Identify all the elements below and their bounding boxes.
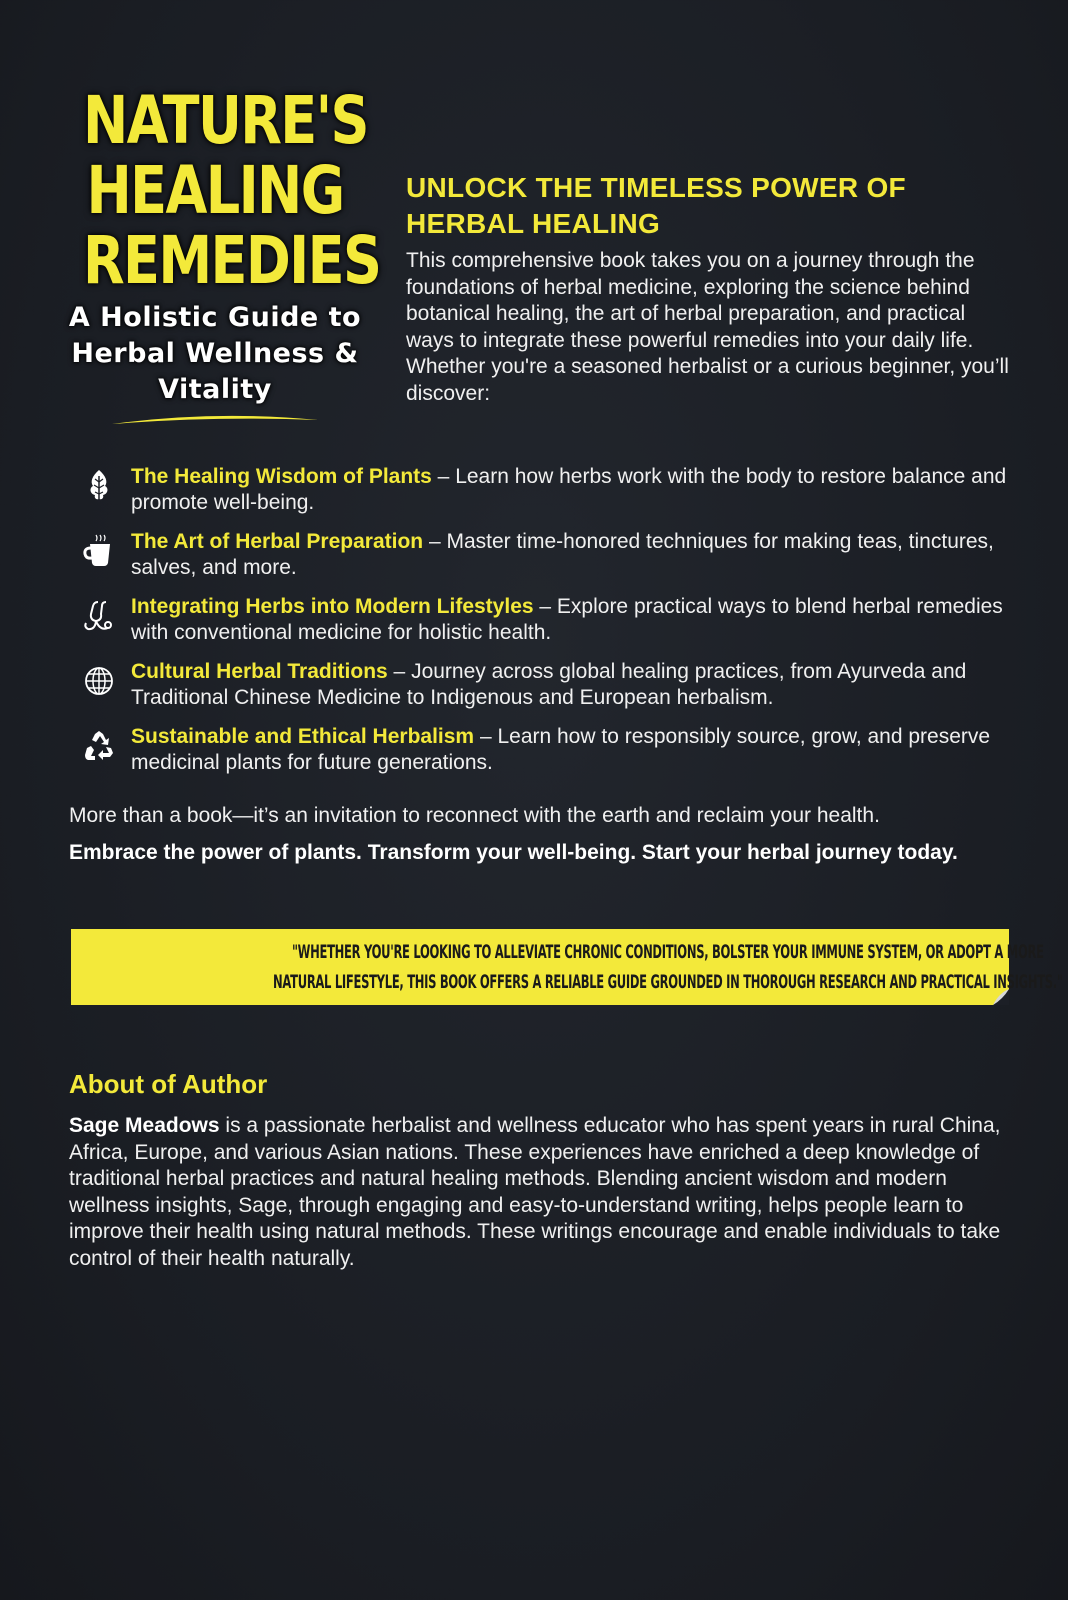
subtitle-line-1: A Holistic Guide to	[68, 302, 362, 333]
decorative-swoosh	[110, 412, 320, 426]
intro-heading-line-1: UNLOCK THE TIMELESS POWER OF	[406, 172, 906, 203]
about-author-heading: About of Author	[69, 1069, 268, 1099]
stethoscope-icon	[82, 598, 116, 634]
quote-line-1: "WHETHER YOU'RE LOOKING TO ALLEVIATE CHRONIC CONDITIONS, BOLSTER YOUR IMMUNE SYSTEM, OR ADOPT A MORE	[292, 941, 1045, 963]
feature-title: The Art of Herbal Preparation	[131, 530, 424, 553]
subtitle-line-3: Vitality	[158, 374, 272, 405]
book-title-line-3: REMEDIES	[82, 222, 381, 299]
quote-line-2: NATURAL LIFESTYLE, THIS BOOK OFFERS A RELIABLE GUIDE GROUNDED IN THOROUGH RESEARCH AND PRACTICAL INSIGHTS."	[273, 971, 1064, 993]
subtitle-line-2: Herbal Wellness &	[71, 338, 359, 369]
book-title-block	[54, 82, 381, 426]
feature-text: – Master time-honored techniques for making teas, tinctures, salves, and more.	[131, 530, 994, 579]
testimonial-quote	[82, 937, 1064, 997]
feature-item	[80, 464, 1020, 529]
feature-text: – Journey across global healing practices, from Ayurveda and Traditional Chinese Medicine to Indigenous and European herbalism.	[131, 660, 967, 709]
feature-item	[80, 659, 1020, 724]
feature-title: Sustainable and Ethical Herbalism	[131, 725, 475, 748]
feature-list	[80, 464, 1020, 789]
author-bio	[69, 1113, 1014, 1272]
book-subtitle	[54, 300, 376, 408]
feature-title: Integrating Herbs into Modern Lifestyles	[131, 595, 534, 618]
globe-icon	[82, 663, 116, 699]
feature-item	[80, 529, 1020, 594]
feature-title: Cultural Herbal Traditions	[131, 660, 388, 683]
book-title-line-2: HEALING	[86, 152, 344, 229]
intro-heading-line-2: HERBAL HEALING	[406, 208, 661, 239]
feature-item	[80, 594, 1020, 659]
author-bio-text: is a passionate herbalist and wellness educator who has spent years in rural China, Africa, Europe, and various Asian nations. These experiences have enriched a deep knowledge of traditional herbal practices and natural healing methods. Blending ancient wisdom and modern wellness insights, Sage, through engaging and easy-to-understand writing, helps people learn to improve their health using natural methods. These writings encourage and enable individuals to take control of their health naturally.	[69, 1114, 1001, 1270]
author-name: Sage Meadows	[69, 1114, 220, 1137]
feature-item	[80, 724, 1020, 789]
recycle-icon	[82, 728, 116, 764]
feature-title: The Healing Wisdom of Plants	[131, 465, 432, 488]
intro-paragraph: This comprehensive book takes you on a journey through the foundations of herbal medicine, exploring the science behind botanical healing, the art of herbal preparation, and practical ways to integrate these powerful remedies into your daily life. Whether you're a seasoned herbalist or a curious beginner, you’ll discover:	[406, 249, 1009, 405]
call-to-action: Embrace the power of plants. Transform your well-being. Start your herbal journey today.	[69, 841, 958, 864]
leaf-icon	[82, 468, 116, 504]
intro-heading	[406, 170, 1011, 242]
testimonial-quote-box	[71, 929, 1064, 1005]
intro-section	[406, 170, 1011, 407]
feature-text: – Learn how herbs work with the body to restore balance and promote well-being.	[131, 465, 1007, 514]
teacup-icon	[82, 533, 116, 569]
page-curl-icon	[993, 989, 1009, 1005]
book-title-line-1: NATURE'S	[82, 82, 368, 159]
invitation-text: More than a book—it’s an invitation to reconnect with the earth and reclaim your health.	[69, 804, 880, 827]
feature-text: – Explore practical ways to blend herbal remedies with conventional medicine for holistic health.	[131, 595, 1003, 644]
feature-text: – Learn how to responsibly source, grow, and preserve medicinal plants for future generations.	[131, 725, 991, 774]
